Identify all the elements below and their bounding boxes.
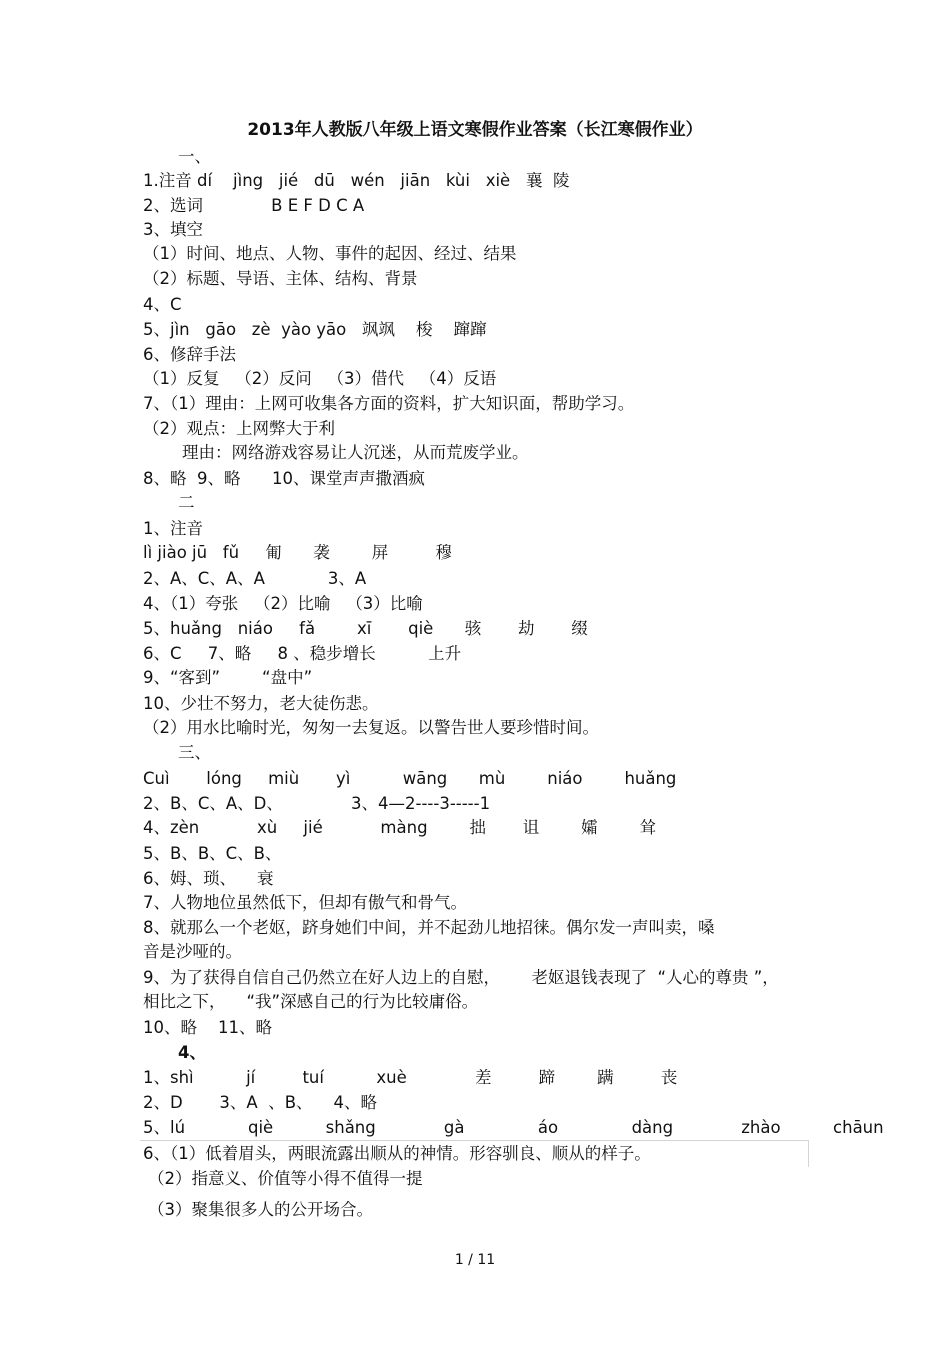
answer-line: 6、修辞手法 (143, 345, 236, 364)
answer-line: 3、填空 (143, 220, 203, 239)
answer-line: 相比之下， “我”深感自己的行为比较庸俗。 (143, 992, 479, 1011)
answer-line: 8、略 9、略 10、课堂声声撒酒疯 (143, 469, 425, 488)
section-heading-3: 三、 (178, 743, 211, 762)
answer-line: 5、lú qiè shǎng gà áo dàng zhào chāun (143, 1118, 884, 1137)
section-heading-4: 4、 (178, 1043, 206, 1062)
answer-line: （3）聚集很多人的公开场合。 (148, 1200, 373, 1219)
answer-line: （1）反复 （2）反问 （3）借代 （4）反语 (143, 369, 497, 388)
answer-line: 4、zèn xù jié màng 拙 诅 孀 耸 (143, 818, 657, 837)
answer-line: 5、jìn gāo zè yào yāo 飒飒 梭 蹿蹿 (143, 320, 487, 339)
answer-line: 音是沙哑的。 (143, 942, 242, 961)
answer-line: 2、D 3、A 、B、 4、略 (143, 1093, 377, 1112)
answer-line: 8、就那么一个老妪，跻身她们中间，并不起劲儿地招徕。偶尔发一声叫卖，嗓 (143, 918, 715, 937)
answer-line: 1.注音 dí jìng jié dū wén jiān kùi xiè 襄 陵 (143, 171, 570, 190)
answer-line: 4、C (143, 295, 182, 314)
answer-line: （2）观点：上网弊大于利 (143, 419, 335, 438)
answer-line: 2、A、C、A、A 3、A (143, 569, 367, 588)
answer-line: （1）时间、地点、人物、事件的起因、经过、结果 (143, 244, 517, 263)
answer-line: 6、（1）低着眉头，两眼流露出顺从的神情。形容驯良、顺从的样子。 (143, 1144, 651, 1163)
answer-line: 10、少壮不努力，老大徒伤悲。 (143, 694, 379, 713)
page-number: 1 / 11 (454, 1252, 496, 1268)
answer-line: （2）标题、导语、主体、结构、背景 (143, 269, 418, 288)
answer-line: 理由：网络游戏容易让人沉迷，从而荒废学业。 (182, 443, 529, 462)
answer-line: 9、为了获得自信自己仍然立在好人边上的自慰， 老妪退钱表现了 “人心的尊贵 ”， (143, 968, 779, 987)
answer-line: 7、（1）理由：上网可收集各方面的资料，扩大知识面，帮助学习。 (143, 394, 635, 413)
document-title: 2013年人教版八年级上语文寒假作业答案（长江寒假作业） (247, 120, 703, 140)
answer-line: 2、选词 B E F D C A (143, 196, 365, 215)
answer-line: 5、huǎng niáo fǎ xī qiè 骇 劫 缀 (143, 619, 588, 638)
answer-line: 4、（1）夸张 （2）比喻 （3）比喻 (143, 594, 423, 613)
answer-line: 6、C 7、略 8 、稳步增长 上升 (143, 644, 462, 663)
answer-line: 6、姆、琐、 衰 (143, 869, 274, 888)
answer-line: （2）指意义、价值等小得不值得一提 (148, 1169, 423, 1188)
answer-line: 1、注音 (143, 519, 203, 538)
answer-line: 9、“客到” “盘中” (143, 668, 313, 687)
answer-line: Cuì lóng miù yì wāng mù niáo huǎng (143, 769, 677, 788)
answer-line: 7、人物地位虽然低下，但却有傲气和骨气。 (143, 893, 467, 912)
answer-line: 10、略 11、略 (143, 1018, 272, 1037)
answer-line: lì jiào jū fǔ 匍 袭 屏 穆 (143, 543, 452, 562)
answer-line: 2、B、C、A、D、 3、4—2----3-----1 (143, 794, 491, 813)
answer-line: 1、shì jí tuí xuè 差 蹄 蹒 丧 (143, 1068, 678, 1087)
answer-line: （2）用水比喻时光，匆匆一去复返。以警告世人要珍惜时间。 (143, 718, 599, 737)
section-heading-2: 二 (178, 493, 195, 512)
section-heading-1: 一、 (178, 147, 211, 166)
answer-line: 5、B、B、C、B、 (143, 844, 282, 863)
